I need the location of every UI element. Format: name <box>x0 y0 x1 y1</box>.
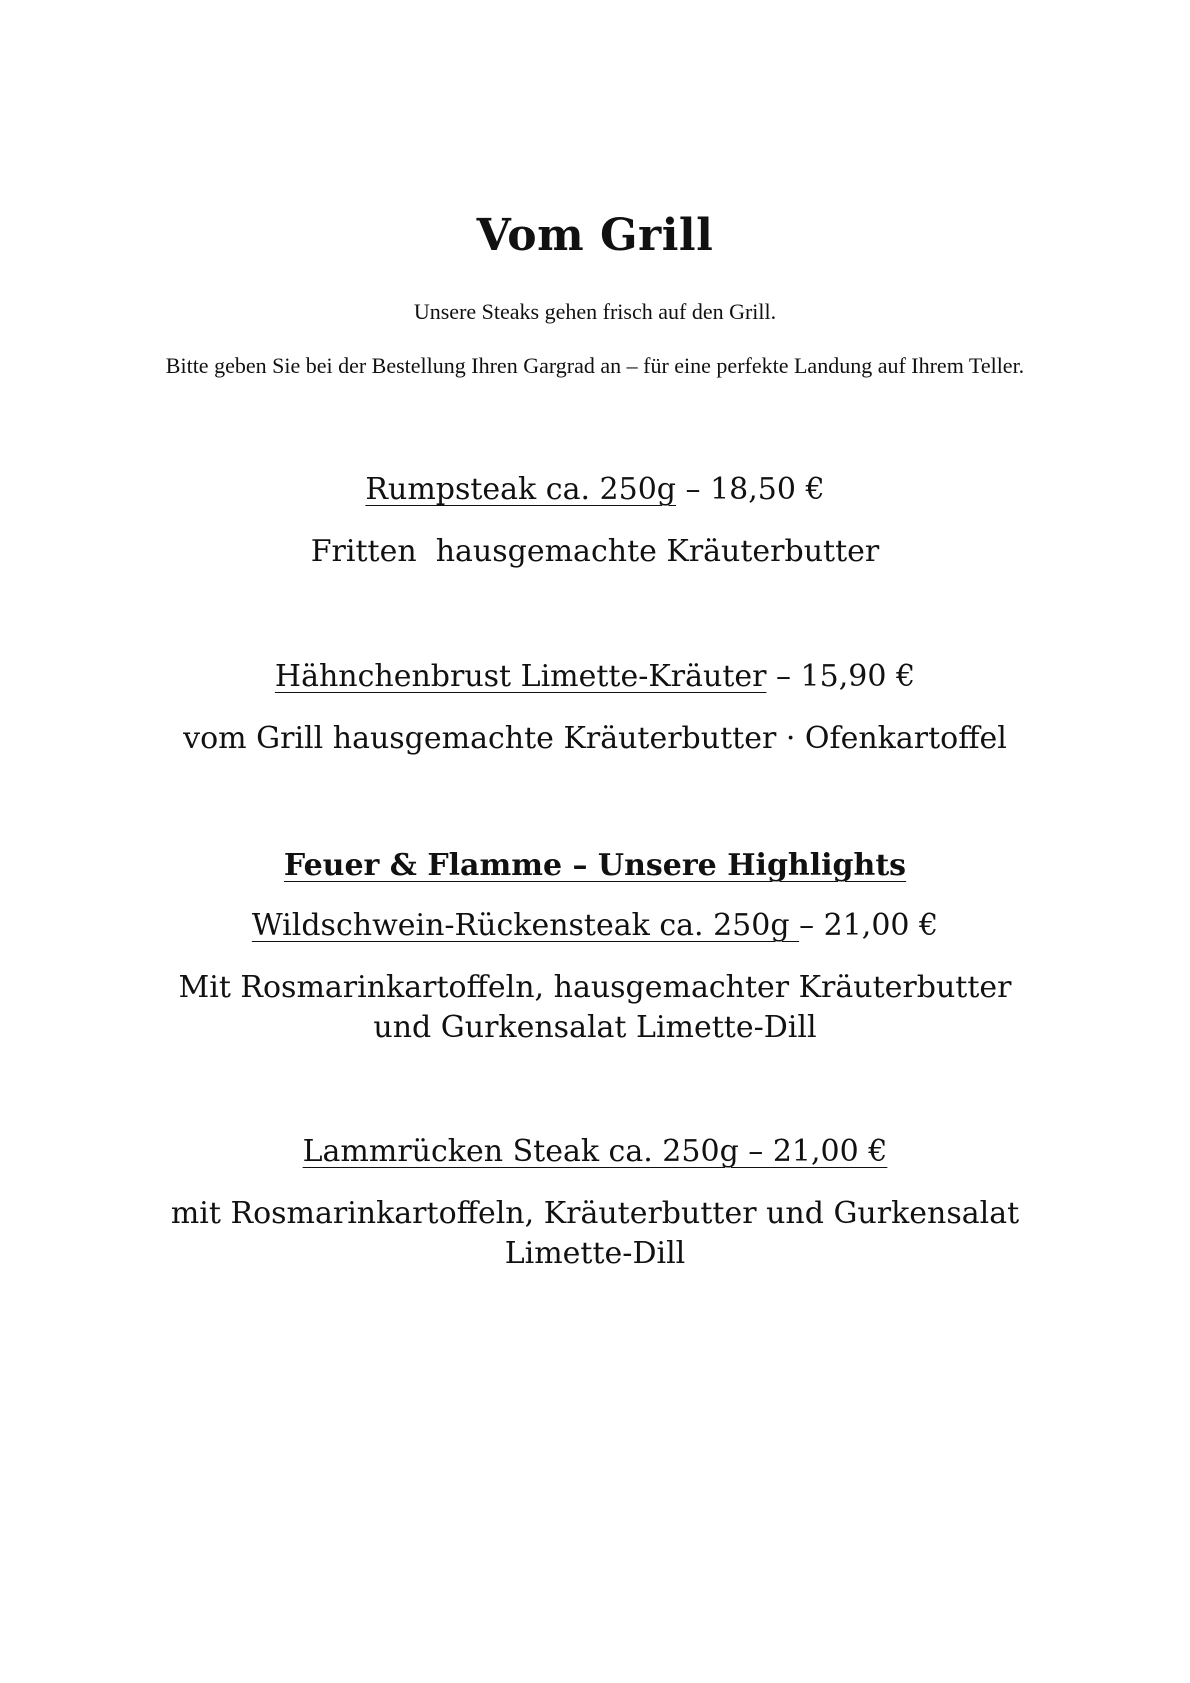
section-heading-highlights <box>60 846 1130 886</box>
dish-price: – 18,50 € <box>676 472 825 507</box>
dish-lammruecken-description-line-2: Limette-Dill <box>504 1236 686 1271</box>
dish-name: Wildschwein-Rückensteak ca. 250g <box>251 908 800 943</box>
section-heading-text: Feuer & Flamme – Unsere Highlights <box>283 848 907 883</box>
intro-line-2: Bitte geben Sie bei der Bestellung Ihren Gargrad an – für eine perfekte Landung auf Ihrem Teller. <box>165 353 1025 378</box>
dish-name: Hähnchenbrust Limette-Kräuter <box>274 659 767 694</box>
dish-haehnchenbrust-title <box>60 657 1130 697</box>
dish-wildschwein-description-line-1: Mit Rosmarinkartoffeln, hausgemachter Kräuterbutter <box>178 970 1012 1005</box>
dish-haehnchenbrust-description: vom Grill hausgemachte Kräuterbutter · Ofenkartoffel <box>183 721 1007 756</box>
intro-line-1: Unsere Steaks gehen frisch auf den Grill. <box>413 299 777 324</box>
dish-name: Lammrücken Steak ca. 250g – 21,00 € <box>302 1134 888 1169</box>
dish-wildschwein-description-line-2: und Gurkensalat Limette-Dill <box>373 1010 817 1045</box>
dish-lammruecken-description-line-1: mit Rosmarinkartoffeln, Kräuterbutter und Gurkensalat <box>170 1196 1020 1231</box>
page-title: Vom Grill <box>476 210 714 261</box>
dish-price: – 21,00 € <box>799 908 939 943</box>
dish-lammruecken-title <box>60 1132 1130 1172</box>
dish-wildschwein-title <box>60 906 1130 946</box>
dish-rumpsteak-description: Fritten hausgemachte Kräuterbutter <box>310 534 880 569</box>
dish-price: – 15,90 € <box>766 659 916 694</box>
dish-rumpsteak-title <box>60 470 1130 510</box>
dish-name: Rumpsteak ca. 250g <box>365 472 676 507</box>
